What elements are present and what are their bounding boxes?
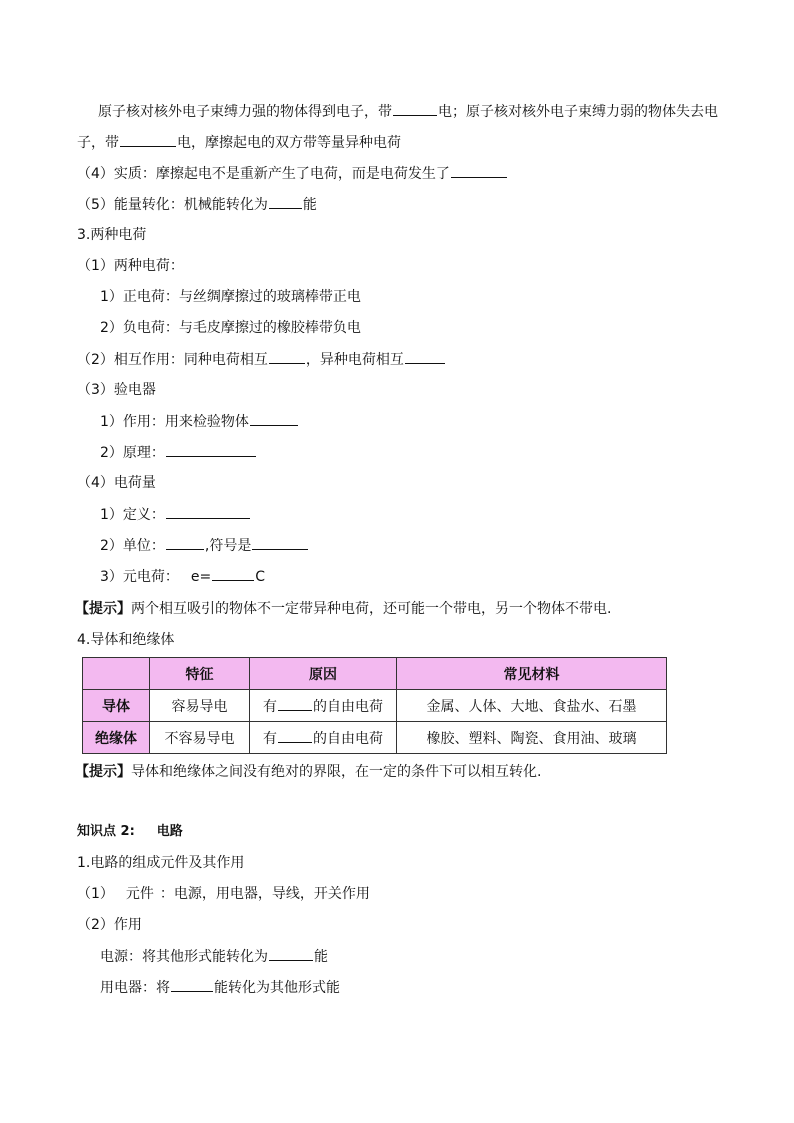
item-electroscope: （3）验电器 [77,382,156,398]
fill-blank [166,504,250,519]
item-two-charges: （1）两种电荷： [77,258,184,274]
knowledge-point-title: 电路 [156,824,183,839]
text: 电源：将其他形式能转化为 [100,949,268,965]
table-header-cell: 特征 [150,658,250,690]
item-electroscope-use [100,411,299,432]
tip-text: 导体和绝缘体之间没有绝对的界限，在一定的条件下可以相互转化. [131,764,542,780]
text: C [255,569,266,585]
text: 能转化为其他形式能 [214,980,340,996]
table-header-cell: 原因 [250,658,397,690]
table-header-row [83,658,667,690]
text: 能 [302,197,317,213]
item-appliance [100,977,340,998]
tip-text: 两个相互吸引的物体不一定带异种电荷，还可能一个带电，另一个物体不带电. [131,601,612,617]
knowledge-point-heading [77,822,183,842]
fill-blank [405,349,445,364]
item-energy-conversion [77,194,317,215]
fill-blank [166,442,256,457]
section-title-conductors: 4.导体和绝缘体 [77,632,175,648]
text: 的自由电荷 [313,698,383,715]
paragraph-electron-transfer-cont [77,132,401,153]
text: 用电器：将 [100,980,170,996]
row-header: 导体 [83,690,150,722]
table-cell: 不容易导电 [150,722,250,754]
item-elementary-charge [100,566,265,587]
text: 2）原理： [100,445,165,461]
fill-blank [212,566,254,581]
text: ：电源，用电器，导线，开关作用 [159,886,370,902]
tip-conductor-insulator [75,762,541,782]
text: 子，带 [77,135,119,151]
text: （4）实质：摩擦起电不是重新产生了电荷，而是电荷发生了 [77,166,450,182]
table-row [83,690,667,722]
text: 元件 [125,886,154,902]
text: ，异种电荷相互 [305,352,404,368]
fill-blank [171,977,213,992]
fill-blank [166,535,204,550]
fill-blank [278,696,312,711]
text: ,符号是 [204,538,252,554]
item-charge-definition [100,504,251,525]
fill-blank [278,728,312,743]
text: （1） [77,886,114,902]
fill-blank [451,163,507,178]
table-cell [250,690,397,722]
row-header: 绝缘体 [83,722,150,754]
text: 2）单位： [100,538,165,554]
item-components [77,884,370,904]
text: 有 [263,730,277,747]
fill-blank [252,535,308,550]
text: 电，摩擦起电的双方带等量异种电荷 [177,135,401,151]
section-title-circuit-components: 1.电路的组成元件及其作用 [77,855,245,871]
tip-label: 【提示】 [75,764,131,780]
item-interaction [77,349,446,370]
item-charge-unit [100,535,309,556]
text: 1）定义： [100,507,165,523]
section-title-two-charges: 3.两种电荷 [77,227,147,243]
fill-blank [250,411,298,426]
item-power-source [100,946,328,967]
text: 的自由电荷 [313,730,383,747]
text: 能 [314,949,328,965]
item-electroscope-principle [100,442,257,463]
text: 原子核对核外电子束缚力强的物体得到电子，带 [98,104,392,120]
text: （2）相互作用：同种电荷相互 [77,352,268,368]
fill-blank [120,132,176,147]
table-header-cell: 常见材料 [397,658,667,690]
fill-blank [269,349,305,364]
item-essence [77,163,508,184]
item-charge-quantity: （4）电荷量 [77,475,156,491]
text: 3）元电荷： [100,569,179,585]
text: （5）能量转化：机械能转化为 [77,197,268,213]
table-header-cell [83,658,150,690]
table-row [83,722,667,754]
fill-blank [269,946,313,961]
knowledge-point-label: 知识点 2: [77,824,135,839]
table-cell: 金属、人体、大地、食盐水、石墨 [397,690,667,722]
paragraph-electron-transfer [98,101,718,122]
item-negative-charge: 2）负电荷：与毛皮摩擦过的橡胶棒带负电 [100,320,361,336]
conductor-insulator-table [82,657,667,754]
fill-blank [393,101,437,116]
tip-label: 【提示】 [75,601,131,617]
item-positive-charge: 1）正电荷：与丝绸摩擦过的玻璃棒带正电 [100,289,361,305]
table-cell: 容易导电 [150,690,250,722]
tip-attraction [75,599,611,619]
item-functions: （2）作用 [77,917,142,933]
table-cell [250,722,397,754]
text: 有 [263,698,277,715]
table-cell: 橡胶、塑料、陶瓷、食用油、玻璃 [397,722,667,754]
text: 1）作用：用来检验物体 [100,414,249,430]
fill-blank [269,194,302,209]
text: 电；原子核对核外电子束缚力弱的物体失去电 [438,104,718,120]
text: e= [190,569,212,585]
